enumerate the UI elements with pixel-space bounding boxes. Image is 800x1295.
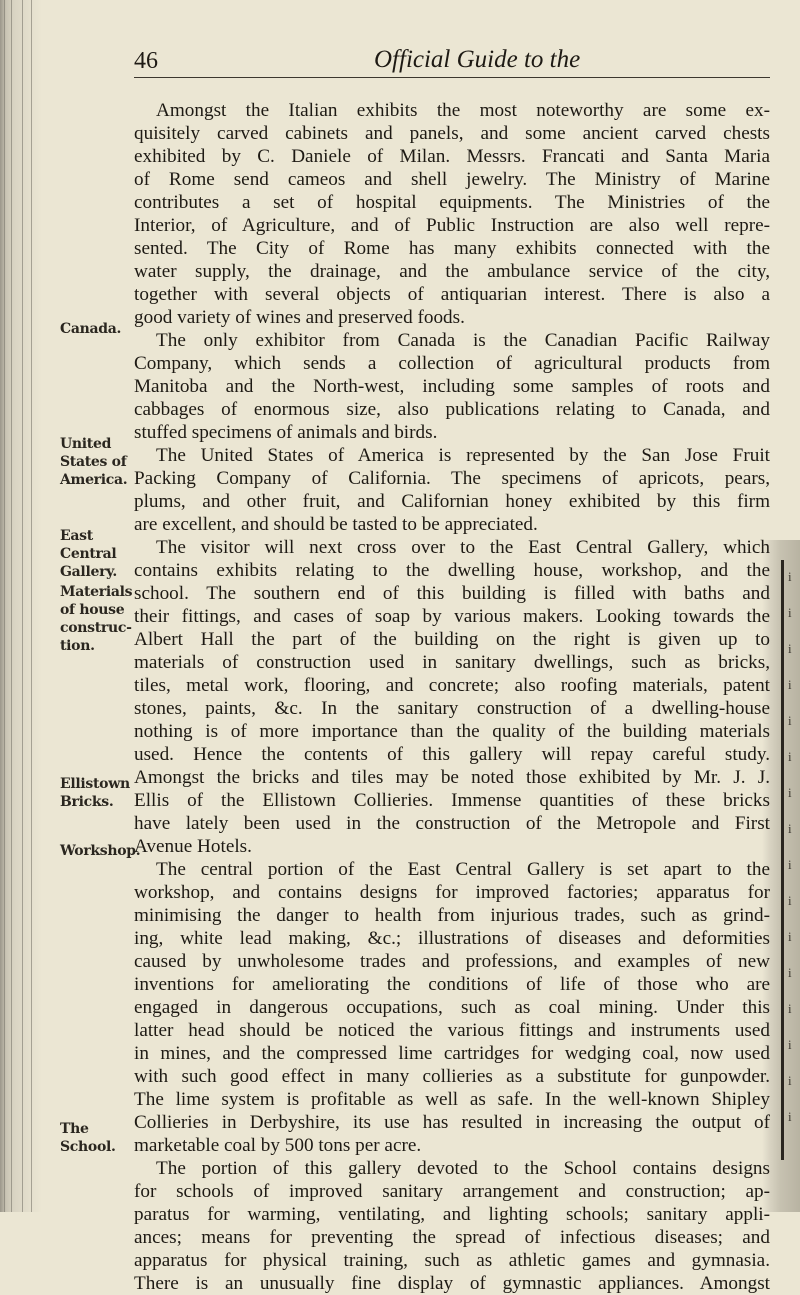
text-line: stones, paints, &c. In the sanitary construction of a dwelling-house — [134, 698, 770, 719]
text-line: used. Hence the contents of this gallery will repay careful study. — [134, 744, 770, 765]
text-line: engaged in dangerous occupations, such as coal mining. Under this — [134, 997, 770, 1018]
text-line: sented. The City of Rome has many exhibits connected with the — [134, 238, 770, 259]
facing-page-rule — [781, 560, 784, 1160]
text-line: school. The southern end of this building is filled with baths and — [134, 583, 770, 604]
text-line: quisitely carved cabinets and panels, and some ancient carved chests — [134, 123, 770, 144]
bleed-glyph: i — [788, 677, 792, 692]
margin-note-line: Materials — [60, 584, 133, 600]
bleed-glyph: i — [788, 713, 792, 728]
text-line: for schools of improved sanitary arrangement and construction; ap- — [134, 1181, 770, 1202]
text-line: cabbages of enormous size, also publications relating to Canada, and — [134, 399, 770, 420]
text-line: are excellent, and should be tasted to be appreciated. — [134, 514, 538, 535]
text-line: good variety of wines and preserved foods. — [134, 307, 465, 328]
margin-note-line: Canada. — [60, 321, 122, 337]
text-line: Packing Company of California. The specimens of apricots, pears, — [134, 468, 770, 489]
gutter-line — [31, 0, 32, 1212]
text-line: stuffed specimens of animals and birds. — [134, 422, 438, 443]
margin-note-ellistown — [60, 775, 130, 811]
margin-note-line: of house — [60, 602, 125, 618]
text-line: nothing is of more importance than the quality of the building materials — [134, 721, 770, 742]
bleed-glyph: i — [788, 605, 792, 620]
margin-note-line: Central — [60, 546, 117, 562]
bleed-glyph: i — [788, 785, 792, 800]
text-line: with such good effect in many collieries as a substitute for gunpowder. — [134, 1066, 770, 1087]
text-line: latter head should be noticed the various fittings and instruments used — [134, 1020, 770, 1041]
margin-note-line: Gallery. — [60, 564, 117, 580]
margin-note-line: Workshop. — [60, 843, 141, 859]
text-line: minimising the danger to health from injurious trades, such as grind- — [134, 905, 770, 926]
text-line: have lately been used in the construction of the Metropole and First — [134, 813, 770, 834]
text-line: Avenue Hotels. — [134, 836, 252, 857]
margin-note-school — [60, 1120, 116, 1156]
text-line: contributes a set of hospital equipments. The Ministries of the — [134, 192, 770, 213]
margin-note-materials — [60, 583, 132, 655]
bleed-glyph: i — [788, 749, 792, 764]
margin-note-east-central — [60, 527, 117, 581]
margin-note-united-states — [60, 435, 127, 489]
bleed-glyph: i — [788, 1037, 792, 1052]
text-line: Company, which sends a collection of agricultural products from — [134, 353, 770, 374]
text-line: The visitor will next cross over to the East Central Gallery, which — [156, 537, 770, 558]
text-line: water supply, the drainage, and the ambulance service of the city, — [134, 261, 770, 282]
margin-note-line: East — [60, 528, 93, 544]
text-line: Ellis of the Ellistown Collieries. Immense quantities of these bricks — [134, 790, 770, 811]
margin-note-line: America. — [60, 472, 128, 488]
text-line: The portion of this gallery devoted to the School contains designs — [156, 1158, 770, 1179]
text-line: ing, white lead making, &c.; illustrations of diseases and deformities — [134, 928, 770, 949]
bleed-glyph: i — [788, 1073, 792, 1088]
margin-note-line: tion. — [60, 638, 95, 654]
bleed-glyph: i — [788, 641, 792, 656]
body-text — [134, 99, 770, 1295]
running-header — [134, 42, 770, 78]
running-title: Official Guide to the — [374, 46, 581, 73]
text-line: together with several objects of antiquarian interest. There is also a — [134, 284, 770, 305]
text-line: plums, and other fruit, and Californian honey exhibited by this firm — [134, 491, 770, 512]
text-line: marketable coal by 500 tons per acre. — [134, 1135, 422, 1156]
text-line: their fittings, and cases of soap by various makers. Looking towards the — [134, 606, 770, 627]
text-line: inventions for ameliorating the conditions of life of those who are — [134, 974, 770, 995]
gutter-line — [4, 0, 5, 1212]
margin-note-line: Ellistown — [60, 776, 130, 792]
text-line: Collieries in Derbyshire, its use has resulted in increasing the output of — [134, 1112, 770, 1133]
margin-note-line: construc- — [60, 620, 132, 636]
bleed-glyph: i — [788, 893, 792, 908]
bleed-glyph: i — [788, 965, 792, 980]
text-line: tiles, metal work, flooring, and concrete; also roofing materials, patent — [134, 675, 770, 696]
margin-note-line: States of — [60, 454, 127, 470]
bleed-glyph: i — [788, 929, 792, 944]
margin-note-line: The — [60, 1121, 89, 1137]
text-line: The United States of America is represented by the San Jose Fruit — [156, 445, 770, 466]
bleed-glyph: i — [788, 569, 792, 584]
text-line: caused by unwholesome trades and professions, and examples of new — [134, 951, 770, 972]
header-rule — [134, 77, 770, 78]
text-line: The only exhibitor from Canada is the Canadian Pacific Railway — [156, 330, 770, 351]
text-line: paratus for warming, ventilating, and lighting schools; sanitary appli- — [134, 1204, 770, 1225]
text-line: apparatus for physical training, such as athletic games and gymnasia. — [134, 1250, 770, 1271]
text-line: Interior, of Agriculture, and of Public Instruction are also well repre- — [134, 215, 770, 236]
text-line: Albert Hall the part of the building on the right is given up to — [134, 629, 770, 650]
bleed-glyph: i — [788, 857, 792, 872]
page-number: 46 — [134, 48, 158, 74]
text-line: materials of construction used in sanitary dwellings, such as bricks, — [134, 652, 770, 673]
text-line: There is an unusually fine display of gymnastic appliances. Amongst — [134, 1273, 770, 1294]
margin-note-line: School. — [60, 1139, 116, 1155]
text-line: exhibited by C. Daniele of Milan. Messrs. Francati and Santa Maria — [134, 146, 770, 167]
text-line: The lime system is profitable as well as safe. In the well-known Shipley — [134, 1089, 770, 1110]
text-line: ances; means for preventing the spread of infectious diseases; and — [134, 1227, 770, 1248]
text-line: contains exhibits relating to the dwelling house, workshop, and the — [134, 560, 770, 581]
text-line: workshop, and contains designs for improved factories; apparatus for — [134, 882, 770, 903]
text-line: in mines, and the compressed lime cartridges for wedging coal, now used — [134, 1043, 770, 1064]
text-line: Manitoba and the North-west, including some samples of roots and — [134, 376, 770, 397]
bleed-glyph: i — [788, 1001, 792, 1016]
gutter-line — [22, 0, 23, 1212]
text-line: Amongst the Italian exhibits the most noteworthy are some ex- — [156, 100, 770, 121]
margin-note-canada — [60, 320, 121, 338]
text-line: Amongst the bricks and tiles may be noted those exhibited by Mr. J. J. — [134, 767, 770, 788]
margin-note-workshop — [60, 842, 140, 860]
margin-note-line: Bricks. — [60, 794, 114, 810]
bleed-glyph: i — [788, 821, 792, 836]
text-line: of Rome send cameos and shell jewelry. The Ministry of Marine — [134, 169, 770, 190]
bleed-glyph: i — [788, 1109, 792, 1124]
binding-gutter — [0, 0, 42, 1212]
margin-note-line: United — [60, 436, 112, 452]
gutter-line — [11, 0, 12, 1212]
text-line: The central portion of the East Central Gallery is set apart to the — [156, 859, 770, 880]
